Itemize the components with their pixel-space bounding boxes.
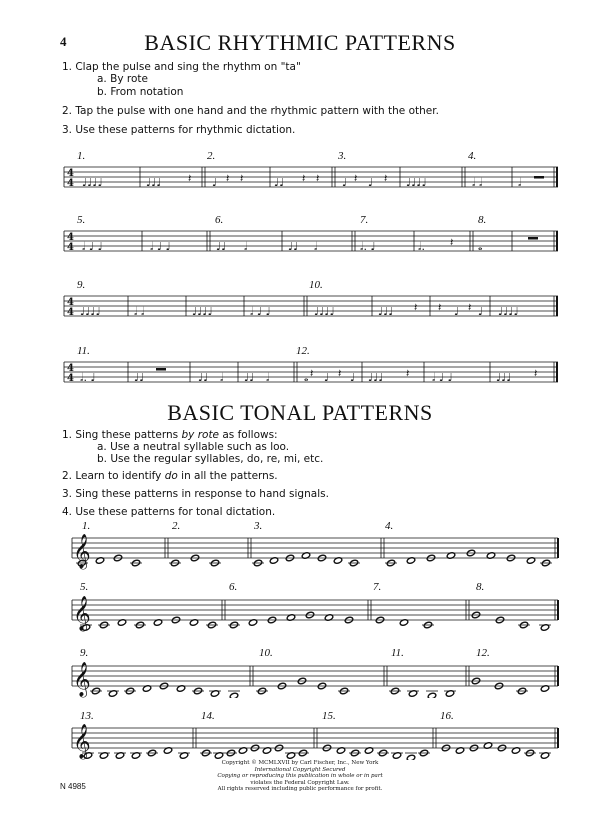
rhythm-instruction-1: 1. Clap the pulse and sing the rhythm on "ta" — [62, 61, 301, 73]
rhythm-instruction-1b: b. From notation — [97, 86, 184, 98]
svg-text:𝄽: 𝄽 — [310, 367, 314, 380]
svg-text:4: 4 — [67, 373, 74, 384]
svg-text:♩♩♩♩: ♩♩♩♩ — [80, 305, 101, 318]
svg-text:𝄽: 𝄽 — [534, 367, 538, 380]
rhythm-pattern-number: 10. — [309, 279, 323, 291]
rhythm-pattern-number: 8. — [478, 214, 487, 226]
svg-text:𝄽: 𝄽 — [338, 367, 342, 380]
rhythm-staff — [62, 291, 562, 321]
svg-text:𝅗𝅥. ♩: 𝅗𝅥. ♩ — [80, 371, 96, 384]
tonal-pattern-number: 15. — [322, 710, 336, 722]
tonal-pattern-number: 16. — [440, 710, 454, 722]
rhythm-pattern-number: 6. — [215, 214, 224, 226]
svg-text:𝅗𝅥 ♩ ♩: 𝅗𝅥 ♩ ♩ — [432, 371, 453, 384]
svg-text:♩♩: ♩♩ — [244, 371, 255, 384]
svg-text:𝅗𝅥: 𝅗𝅥 — [314, 240, 318, 253]
rhythm-pattern-number: 11. — [77, 345, 90, 357]
text: in all the patterns. — [177, 470, 278, 482]
svg-text:𝄽: 𝄽 — [316, 172, 320, 185]
copyright-line: violates the Federal Copyright Law. — [250, 779, 350, 786]
svg-text:♩♩♩: ♩♩♩ — [378, 305, 394, 318]
svg-text:♩: ♩ — [212, 176, 218, 189]
tonal-pattern-number: 9. — [80, 647, 89, 659]
tonal-pattern-number: 12. — [476, 647, 490, 659]
tonal-title: BASIC TONAL PATTERNS — [167, 400, 433, 425]
tonal-pattern-number: 10. — [259, 647, 273, 659]
svg-text:𝄽: 𝄽 — [468, 301, 472, 314]
rhythm-staff — [62, 357, 562, 387]
svg-text:𝅗𝅥 ♩ ♩: 𝅗𝅥 ♩ ♩ — [150, 240, 171, 253]
copyright-line: Copying or reproducing this publication in whole or in part — [217, 773, 383, 779]
emphasis: do — [164, 470, 178, 482]
tonal-staff — [0, 530, 600, 570]
emphasis: by rote — [181, 429, 220, 441]
svg-text:♩♩: ♩♩ — [274, 176, 285, 189]
svg-text:♩♩: ♩♩ — [134, 371, 145, 384]
tonal-staff — [0, 720, 600, 760]
svg-text:♩♩: ♩♩ — [198, 371, 209, 384]
svg-text:♩♩♩: ♩♩♩ — [368, 371, 384, 384]
svg-text:♩♩: ♩♩ — [216, 240, 227, 253]
copyright-notice — [170, 760, 430, 793]
tonal-instruction-1a: a. Use a neutral syllable such as loo. — [97, 441, 290, 453]
svg-text:𝄽: 𝄽 — [302, 172, 306, 185]
svg-text:♩: ♩ — [368, 176, 374, 189]
svg-text:♩: ♩ — [342, 176, 348, 189]
svg-text:𝅝: 𝅝 — [478, 240, 483, 253]
rhythm-instruction-2: 2. Tap the pulse with one hand and the rhythmic pattern with the other. — [62, 105, 439, 117]
rhythm-pattern-number: 1. — [77, 150, 86, 162]
text: 1. Sing these patterns — [62, 429, 182, 441]
svg-text:♩♩♩♩: ♩♩♩♩ — [82, 176, 103, 189]
tonal-pattern-number: 4. — [385, 520, 394, 532]
tonal-staff — [0, 592, 600, 632]
svg-text:4: 4 — [67, 242, 74, 253]
treble-clef-icon: 𝄞 — [73, 534, 91, 569]
rhythm-staff — [62, 162, 562, 192]
svg-text:𝅗𝅥: 𝅗𝅥 — [518, 176, 522, 189]
tonal-pattern-number: 8. — [476, 581, 485, 593]
svg-text:𝄽: 𝄽 — [384, 172, 388, 185]
svg-text:♩♩♩♩: ♩♩♩♩ — [406, 176, 427, 189]
svg-text:4: 4 — [67, 232, 74, 243]
treble-clef-icon: 𝄞 — [73, 596, 91, 631]
copyright-line: International Copyright Secured — [254, 766, 346, 773]
page-number: 4 — [60, 34, 67, 49]
tonal-pattern-number: 2. — [172, 520, 181, 532]
tonal-instruction-1 — [62, 429, 278, 441]
treble-clef-icon: 𝄞 — [73, 724, 91, 759]
tonal-pattern-number: 6. — [229, 581, 238, 593]
svg-text:𝅗𝅥 𝅗𝅥: 𝅗𝅥 𝅗𝅥 — [134, 305, 145, 318]
tonal-pattern-number: 11. — [391, 647, 404, 659]
rhythm-instruction-3: 3. Use these patterns for rhythmic dictation. — [62, 124, 296, 136]
svg-text:𝅗𝅥: 𝅗𝅥 — [220, 371, 224, 384]
tonal-pattern-number: 13. — [80, 710, 94, 722]
copyright-line: Copyright © MCMLXVII by Carl Fischer, Inc., New York — [221, 760, 379, 766]
rhythm-pattern-number: 4. — [468, 150, 477, 162]
rhythm-pattern-number: 5. — [77, 214, 86, 226]
svg-text:♩: ♩ — [478, 305, 484, 318]
svg-text:4: 4 — [67, 363, 74, 374]
svg-text:𝄽: 𝄽 — [450, 236, 454, 249]
svg-text:𝅗𝅥. ♩: 𝅗𝅥. ♩ — [360, 240, 376, 253]
svg-text:𝅗𝅥: 𝅗𝅥 — [244, 240, 248, 253]
svg-text:𝅗𝅥.: 𝅗𝅥. — [418, 240, 425, 253]
rhythm-instruction-1a: a. By rote — [97, 73, 148, 85]
tonal-staff — [0, 658, 600, 698]
catalog-code: N 4985 — [60, 782, 86, 791]
svg-text:𝅗𝅥 ♩ ♩: 𝅗𝅥 ♩ ♩ — [82, 240, 103, 253]
rhythm-staff — [62, 226, 562, 256]
tonal-instruction-1b: b. Use the regular syllables, do, re, mi, etc. — [97, 453, 324, 465]
svg-text:𝄽: 𝄽 — [240, 172, 244, 185]
svg-text:♩♩♩: ♩♩♩ — [496, 371, 512, 384]
svg-text:4: 4 — [67, 168, 74, 179]
svg-text:4: 4 — [67, 178, 74, 189]
tonal-instruction-4: 4. Use these patterns for tonal dictation. — [62, 506, 276, 518]
svg-text:♩: ♩ — [350, 371, 356, 384]
svg-text:𝄽: 𝄽 — [188, 172, 192, 185]
svg-text:♩♩♩: ♩♩♩ — [146, 176, 162, 189]
svg-text:♩♩♩♩: ♩♩♩♩ — [314, 305, 335, 318]
svg-text:𝄽: 𝄽 — [438, 301, 442, 314]
text: as follows: — [219, 429, 278, 441]
svg-text:𝅝: 𝅝 — [304, 371, 309, 384]
svg-text:♩♩: ♩♩ — [288, 240, 299, 253]
text: 2. Learn to identify — [62, 470, 165, 482]
rhythm-pattern-number: 3. — [338, 150, 347, 162]
copyright-line: All rights reserved including public performance for profit. — [217, 786, 383, 792]
svg-text:𝄽: 𝄽 — [406, 367, 410, 380]
rhythm-pattern-number: 12. — [296, 345, 310, 357]
svg-text:♩♩♩♩: ♩♩♩♩ — [192, 305, 213, 318]
rhythm-pattern-number: 7. — [360, 214, 369, 226]
rhythm-pattern-number: 2. — [207, 150, 216, 162]
svg-text:4: 4 — [67, 297, 74, 308]
tonal-pattern-number: 14. — [201, 710, 215, 722]
svg-text:𝅗𝅥 ♩ ♩: 𝅗𝅥 ♩ ♩ — [250, 305, 271, 318]
svg-text:𝅗𝅥 𝅗𝅥: 𝅗𝅥 𝅗𝅥 — [472, 176, 483, 189]
tonal-instruction-2 — [62, 470, 278, 482]
svg-text:4: 4 — [67, 307, 74, 318]
rhythmic-title: BASIC RHYTHMIC PATTERNS — [144, 30, 456, 55]
svg-text:𝄽: 𝄽 — [354, 172, 358, 185]
svg-text:♩: ♩ — [324, 371, 330, 384]
treble-clef-icon: 𝄞 — [73, 662, 91, 697]
svg-text:♩♩♩♩: ♩♩♩♩ — [498, 305, 519, 318]
tonal-instruction-3: 3. Sing these patterns in response to hand signals. — [62, 488, 329, 500]
tonal-pattern-number: 3. — [254, 520, 263, 532]
tonal-pattern-number: 7. — [373, 581, 382, 593]
svg-text:𝅗𝅥: 𝅗𝅥 — [266, 371, 270, 384]
rhythm-pattern-number: 9. — [77, 279, 86, 291]
svg-text:𝄽: 𝄽 — [226, 172, 230, 185]
svg-text:♩: ♩ — [454, 305, 460, 318]
svg-text:𝄽: 𝄽 — [414, 301, 418, 314]
tonal-pattern-number: 5. — [80, 581, 89, 593]
tonal-pattern-number: 1. — [82, 520, 91, 532]
